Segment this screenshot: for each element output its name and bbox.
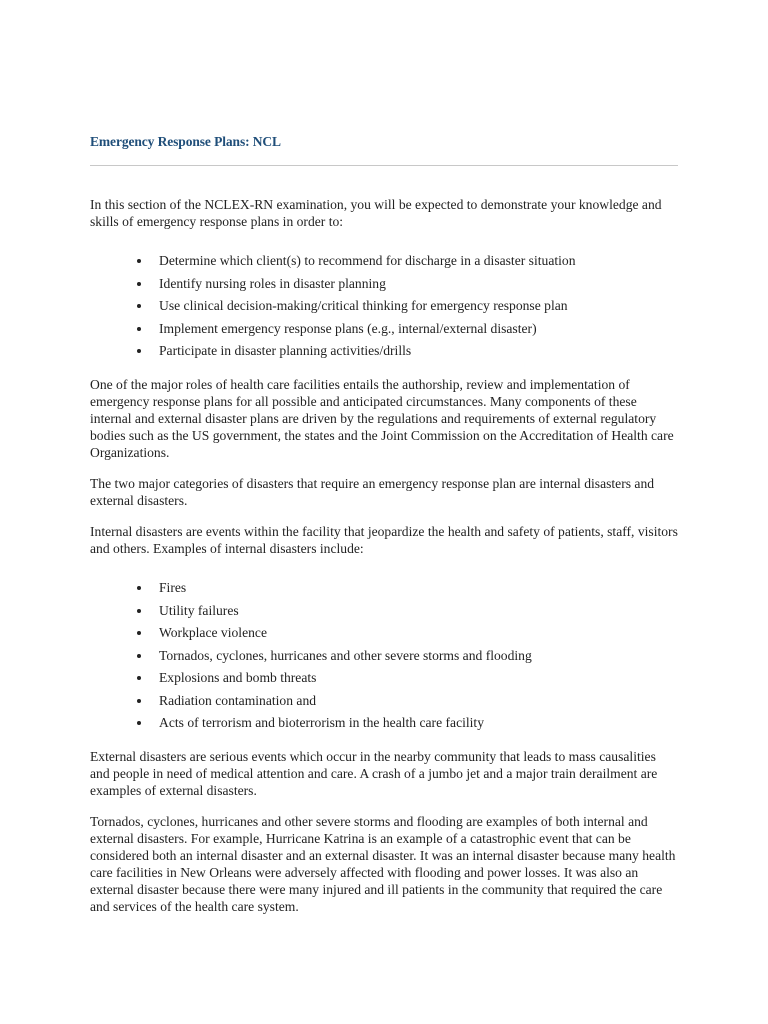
list-item: Use clinical decision-making/critical thinking for emergency response plan [159,297,678,314]
list-item: Fires [159,579,678,596]
list-item: Workplace violence [159,624,678,641]
both-disasters-paragraph: Tornados, cyclones, hurricanes and other severe storms and flooding are examples of both internal and external disasters. For example, Hurricane Katrina is an example of a catastrophic event that can be considered both an internal disaster and an external disaster. It was an internal disaster because many health care facilities in New Orleans were adversely affected with flooding and power losses. It was also an external disaster because there were many injured and ill patients in the community that required the care and services of the health care system. [90,814,676,914]
list-item: Explosions and bomb threats [159,669,678,686]
list-item: Acts of terrorism and bioterrorism in the health care facility [159,714,678,731]
document-title: Emergency Response Plans: NCL [90,134,281,149]
external-disasters-paragraph: External disasters are serious events which occur in the nearby community that leads to mass causalities and people in need of medical attention and care. A crash of a jumbo jet and a major train derailment are examples of external disasters. [90,749,658,798]
roles-paragraph: One of the major roles of health care facilities entails the authorship, review and implementation of emergency response plans for all possible and anticipated circumstances. Many components of these internal and external disaster plans are driven by the regulations and requirements of external regulatory bodies such as the US government, the states and the Joint Commission on the Accreditation of Health care Organizations. [90,377,674,460]
list-item: Determine which client(s) to recommend for discharge in a disaster situation [159,252,678,269]
title-divider [90,165,678,166]
list-item: Participate in disaster planning activities/drills [159,342,678,359]
list-item: Radiation contamination and [159,692,678,709]
categories-paragraph: The two major categories of disasters that require an emergency response plan are internal disasters and external disasters. [90,476,655,508]
internal-examples-list [90,579,678,731]
internal-disasters-paragraph: Internal disasters are events within the facility that jeopardize the health and safety of patients, staff, visitors and others. Examples of internal disasters include: [90,524,678,556]
document-body [90,196,678,929]
objectives-list [90,252,678,359]
list-item: Implement emergency response plans (e.g., internal/external disaster) [159,320,678,337]
list-item: Utility failures [159,602,678,619]
list-item: Tornados, cyclones, hurricanes and other severe storms and flooding [159,647,678,664]
intro-paragraph: In this section of the NCLEX-RN examination, you will be expected to demonstrate your knowledge and skills of emergency response plans in order to: [90,197,662,229]
list-item: Identify nursing roles in disaster planning [159,275,678,292]
